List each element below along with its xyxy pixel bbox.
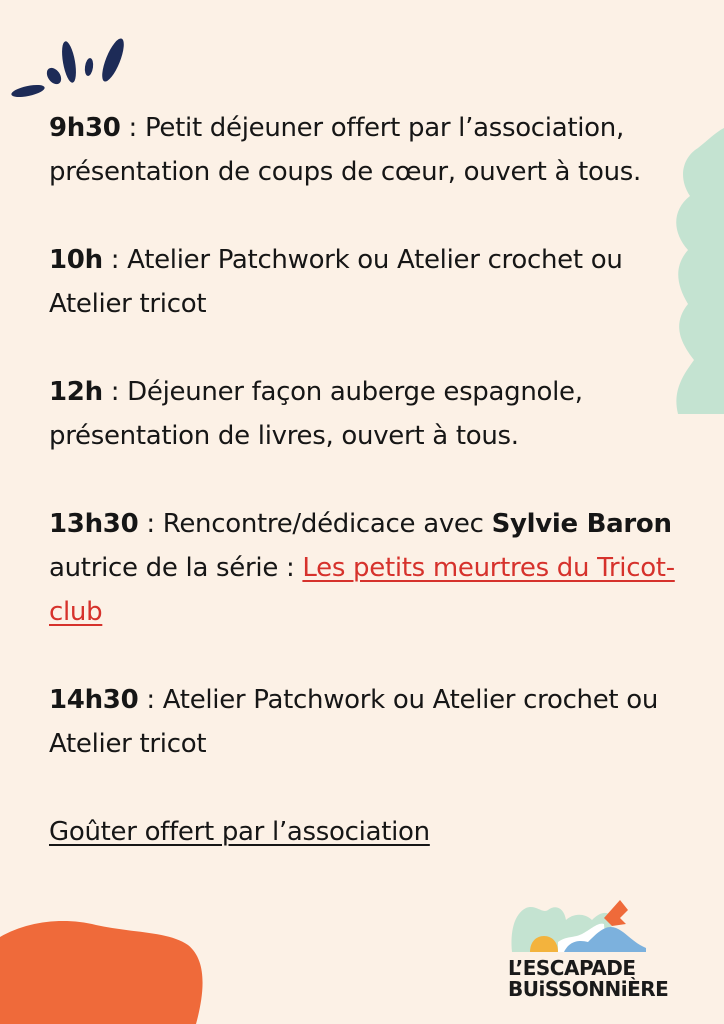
landscape-logo-icon bbox=[508, 896, 648, 954]
decorative-strokes-icon bbox=[8, 36, 128, 100]
logo-line-1: L’ESCAPADE bbox=[508, 956, 636, 980]
schedule-item-9h30 bbox=[49, 106, 689, 194]
schedule-time: 14h30 bbox=[49, 685, 139, 715]
schedule-text: : Atelier Patchwork ou Atelier crochet ou Atelier tricot bbox=[49, 245, 623, 319]
logo-line-2: BUiSSONNiÈRE bbox=[508, 977, 669, 1001]
schedule-time: 10h bbox=[49, 245, 103, 275]
orange-blob-decoration bbox=[0, 919, 210, 1024]
schedule-item-13h30 bbox=[49, 502, 689, 634]
snack-link[interactable]: Goûter offert par l’association bbox=[49, 817, 430, 847]
schedule-time: 9h30 bbox=[49, 113, 121, 143]
schedule-time: 12h bbox=[49, 377, 103, 407]
schedule-time: 13h30 bbox=[49, 509, 139, 539]
schedule-text: : Déjeuner façon auberge espagnole, présentation de livres, ouvert à tous. bbox=[49, 377, 583, 451]
schedule-text: : Rencontre/dédicace avec bbox=[138, 509, 492, 539]
schedule-item-10h bbox=[49, 238, 689, 326]
footer-item bbox=[49, 810, 689, 854]
escapade-buissonniere-logo bbox=[508, 896, 688, 1000]
schedule-text: autrice de la série : bbox=[49, 553, 303, 583]
schedule-item-12h bbox=[49, 370, 689, 458]
schedule-item-14h30 bbox=[49, 678, 689, 766]
author-name: Sylvie Baron bbox=[491, 509, 672, 539]
schedule-text: : Atelier Patchwork ou Atelier crochet ou Atelier tricot bbox=[49, 685, 659, 759]
schedule-list bbox=[49, 106, 689, 898]
schedule-text: : Petit déjeuner offert par l’association, présentation de coups de cœur, ouvert à tous. bbox=[49, 113, 641, 187]
book-series-link[interactable]: Les petits meurtres du Tricot-club bbox=[49, 553, 675, 627]
